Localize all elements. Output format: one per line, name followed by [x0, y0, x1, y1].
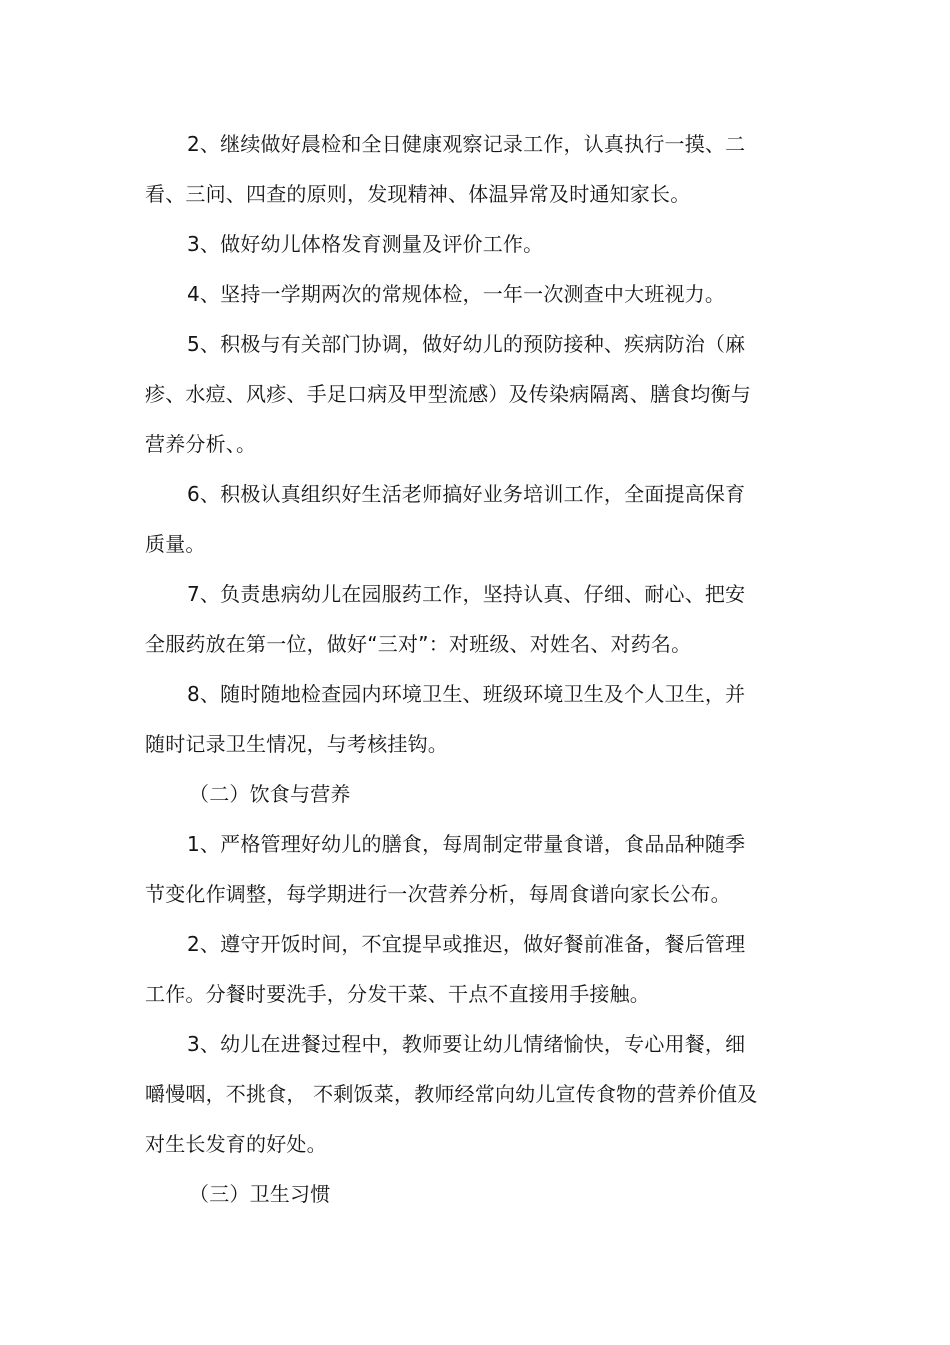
diet-item-3-line-1: 3、幼儿在进餐过程中，教师要让幼儿情绪愉快，专心用餐，细: [187, 1032, 746, 1056]
paragraph-7-line-1: 7、负责患病幼儿在园服药工作，坚持认真、仔细、耐心、把安: [187, 582, 746, 606]
paragraph-5-line-2: 疹、水痘、风疹、手足口病及甲型流感）及传染病隔离、膳食均衡与: [145, 382, 751, 406]
paragraph-6-line-2: 质量。: [145, 532, 206, 556]
paragraph-8-line-2: 随时记录卫生情况，与考核挂钩。: [145, 732, 448, 756]
section-heading-hygiene-habits: （三）卫生习惯: [189, 1182, 331, 1206]
diet-item-3-line-2: 嚼慢咽，不挑食， 不剩饭菜，教师经常向幼儿宣传食物的营养价值及: [145, 1082, 758, 1106]
paragraph-7-line-2: 全服药放在第一位，做好“三对”：对班级、对姓名、对药名。: [145, 632, 692, 656]
diet-item-1-line-1: 1、严格管理好幼儿的膳食，每周制定带量食谱，食品品种随季: [187, 832, 746, 856]
diet-item-3-line-3: 对生长发育的好处。: [145, 1132, 327, 1156]
paragraph-6-line-1: 6、积极认真组织好生活老师搞好业务培训工作，全面提高保育: [187, 482, 746, 506]
paragraph-5-line-1: 5、积极与有关部门协调，做好幼儿的预防接种、疾病防治（麻: [187, 332, 746, 356]
diet-item-2-line-2: 工作。分餐时要洗手，分发干菜、干点不直接用手接触。: [145, 982, 650, 1006]
paragraph-4-line-1: 4、坚持一学期两次的常规体检，一年一次测查中大班视力。: [187, 282, 726, 306]
paragraph-3-line-1: 3、做好幼儿体格发育测量及评价工作。: [187, 232, 544, 256]
diet-item-1-line-2: 节变化作调整，每学期进行一次营养分析，每周食谱向家长公布。: [145, 882, 731, 906]
diet-item-2-line-1: 2、遵守开饭时间，不宜提早或推迟，做好餐前准备，餐后管理: [187, 932, 746, 956]
paragraph-2-line-2: 看、三问、四查的原则，发现精神、体温异常及时通知家长。: [145, 182, 691, 206]
paragraph-8-line-1: 8、随时随地检查园内环境卫生、班级环境卫生及个人卫生，并: [187, 682, 746, 706]
section-heading-diet-nutrition: （二）饮食与营养: [189, 782, 351, 806]
paragraph-5-line-3: 营养分析、。: [145, 432, 257, 456]
paragraph-2-line-1: 2、继续做好晨检和全日健康观察记录工作，认真执行一摸、二: [187, 132, 746, 156]
